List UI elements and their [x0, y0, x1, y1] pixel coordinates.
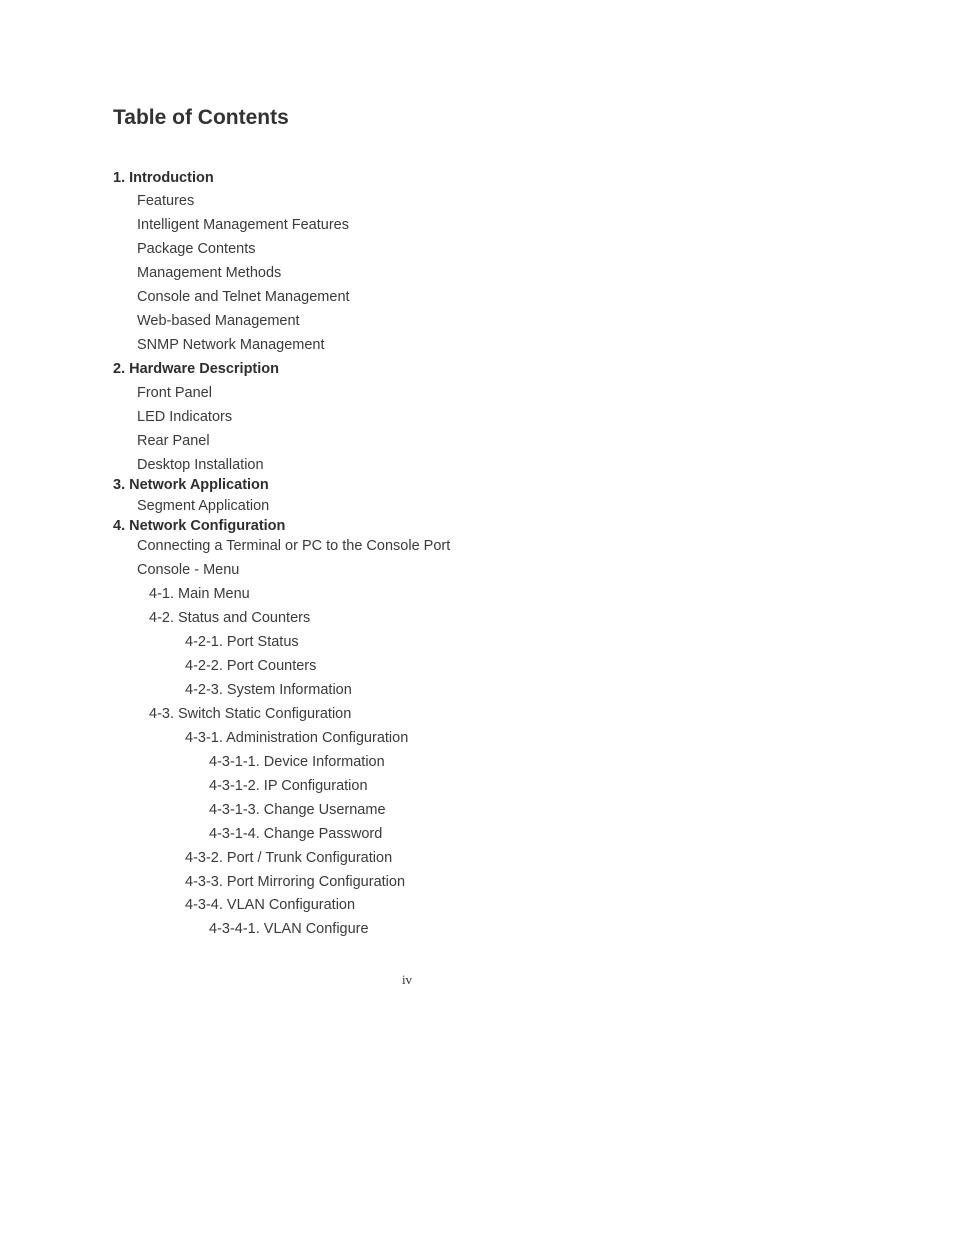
toc-entry-desktop-installation[interactable]: Desktop Installation	[137, 457, 264, 473]
toc-entry-status-and-counters[interactable]: 4-2. Status and Counters	[149, 610, 311, 626]
toc-entry-segment-application[interactable]: Segment Application	[137, 498, 270, 514]
toc-entry-rear-panel[interactable]: Rear Panel	[137, 433, 210, 449]
toc-entry-ip-configuration[interactable]: 4-3-1-2. IP Configuration	[209, 778, 368, 794]
toc-entry-device-information[interactable]: 4-3-1-1. Device Information	[209, 754, 385, 770]
toc-entry-web-based-management[interactable]: Web-based Management	[137, 313, 300, 329]
toc-entry-port-counters[interactable]: 4-2-2. Port Counters	[185, 658, 317, 674]
toc-entry-administration-configuration[interactable]: 4-3-1. Administration Configuration	[185, 730, 409, 746]
toc-entry-console-menu[interactable]: Console - Menu	[137, 562, 240, 578]
toc-entry-change-password[interactable]: 4-3-1-4. Change Password	[209, 826, 383, 842]
page-title: Table of Contents	[113, 106, 289, 129]
toc-entry-port-status[interactable]: 4-2-1. Port Status	[185, 634, 299, 650]
toc-entry-port-trunk-configuration[interactable]: 4-3-2. Port / Trunk Configuration	[185, 850, 393, 866]
toc-entry-change-username[interactable]: 4-3-1-3. Change Username	[209, 802, 386, 818]
toc-entry-system-information[interactable]: 4-2-3. System Information	[185, 682, 352, 698]
toc-entry-connecting-terminal[interactable]: Connecting a Terminal or PC to the Console Port	[137, 538, 451, 554]
toc-entry-snmp-network-management[interactable]: SNMP Network Management	[137, 337, 325, 353]
toc-entry-led-indicators[interactable]: LED Indicators	[137, 409, 233, 425]
toc-chapter-introduction[interactable]: 1. Introduction	[113, 170, 214, 186]
toc-entry-management-methods[interactable]: Management Methods	[137, 265, 282, 281]
toc-entry-port-mirroring-configuration[interactable]: 4-3-3. Port Mirroring Configuration	[185, 874, 406, 890]
toc-chapter-network-configuration[interactable]: 4. Network Configuration	[113, 518, 286, 534]
toc-entry-vlan-configure[interactable]: 4-3-4-1. VLAN Configure	[209, 921, 369, 937]
page-number: iv	[401, 972, 413, 987]
toc-entry-main-menu[interactable]: 4-1. Main Menu	[149, 586, 250, 602]
toc-entry-front-panel[interactable]: Front Panel	[137, 385, 212, 401]
toc-entry-switch-static-configuration[interactable]: 4-3. Switch Static Configuration	[149, 706, 352, 722]
toc-entry-vlan-configuration[interactable]: 4-3-4. VLAN Configuration	[185, 897, 356, 913]
toc-entry-features[interactable]: Features	[137, 193, 195, 209]
toc-entry-console-telnet-management[interactable]: Console and Telnet Management	[137, 289, 350, 305]
toc-entry-intelligent-management-features[interactable]: Intelligent Management Features	[137, 217, 349, 233]
toc-chapter-network-application[interactable]: 3. Network Application	[113, 477, 269, 493]
toc-entry-package-contents[interactable]: Package Contents	[137, 241, 256, 257]
toc-chapter-hardware-description[interactable]: 2. Hardware Description	[113, 361, 279, 377]
